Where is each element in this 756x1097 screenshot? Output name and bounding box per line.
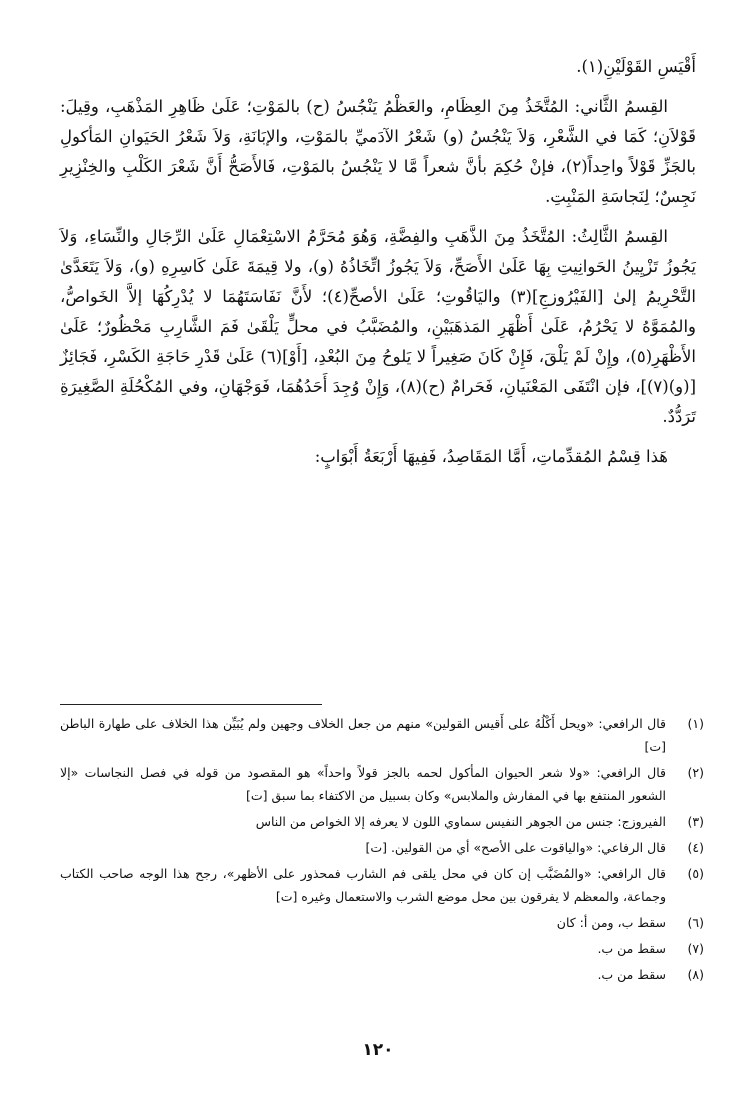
footnote-8 — [60, 963, 704, 986]
page-number: ١٢٠ — [362, 1040, 394, 1060]
footnote-number: (٨) — [687, 967, 704, 982]
footnote-number: (٧) — [687, 941, 704, 956]
footnote-text: الفيروزج: جنس من الجوهر النفيس سماوي اللون لا يعرفه إلا الخواص من الناس — [255, 814, 666, 829]
footnote-text: قال الرافعي: «ويحل أَكْلُهُ على أَقيس القولين» منهم من جعل الخلاف وجهين ولم يُبَيِّن هذا الخلاف على طهارة الباطن [ت] — [60, 716, 666, 754]
footnote-text: قال الرافعي: «والمُضَبَّب إن كان في محل يلقى فم الشارب فمحذور على الأظهر»، رجح هذا الوجه صاحب الكتاب وجماعة، والمعظم لا يفرقون بين محل موضع الشرب والاستعمال وغيره [ت] — [60, 866, 666, 904]
footnote-5 — [60, 862, 704, 908]
footnote-3 — [60, 810, 704, 833]
footnote-number: (٢) — [687, 765, 704, 780]
footnote-number: (١) — [687, 716, 704, 731]
paragraph-opening: أَقْيَسِ القَوْلَيْنِ(١). — [576, 57, 696, 76]
footnote-text: قال الرفاعي: «والياقوت على الأصح» أي من القولين. [ت] — [365, 840, 666, 855]
footnote-number: (٦) — [687, 915, 704, 930]
footnote-text: سقط ب، ومن أ: كان — [556, 915, 666, 930]
footnote-number: (٤) — [687, 840, 704, 855]
footnote-number: (٣) — [687, 814, 704, 829]
paragraph-conclusion: هَذا قِسْمُ المُقدِّماتِ، أَمَّا المَقَاصِدُ، فَفِيهَا أَرْبَعَةُ أَبْوَابٍ: — [314, 447, 668, 466]
footnote-number: (٥) — [687, 866, 704, 881]
footnote-2 — [60, 761, 704, 807]
footnote-7 — [60, 937, 704, 960]
footnote-divider — [60, 704, 322, 705]
footnote-6 — [60, 911, 704, 934]
footnotes — [60, 712, 704, 989]
paragraph-third-section: القِسمُ الثَّالِثُ: المُتَّخَذُ مِنَ الذَّهَبِ والفِضَّةِ، وَهُوَ مُحَرَّمُ الاسْتِعْمَالِ عَلَىٰ الرِّجَالِ والنِّسَاءِ، وَلاَ يَجُوزُ تَزْيِينُ الحَوانِيتِ بِهَا عَلَىٰ الأَصَحِّ، وَلاَ يَجُوزُ اتِّخَاذُهُ (و)، ولا قِيمَةَ عَلَىٰ كَاسِرِهِ (و)، وَلاَ يَتَعَدَّىٰ التَّحْرِيمُ إلىٰ [الفَيْرُوزجِ](٣) واليَاقُوتِ؛ عَلَىٰ الأصحِّ(٤)؛ لأَنَّ نَفَاسَتَهُمَا لا يُدْرِكُهَا إلاَّ الخَواصُّ، والمُمَوَّهُ لا يَحْرُمُ، عَلَىٰ أَظْهَرِ المَذهَبَيْنِ، والمُضَبَّبُ في محلٍّ يَلْقَىٰ فَمَ الشَّارِبِ مَحْظُورٌ؛ عَلَىٰ الأَظْهَرِ(٥)، وإِنْ لَمْ يَلْقَ، فَإِنْ كَانَ صَغِيراً لا يَلوحُ مِنَ البُعْدِ، [أَوْ](٦) عَلَىٰ قَدْرِ حَاجَةِ الكَسْرِ، فَجَائِزٌ [(و)(٧)]، فإن انْتَفَى المَعْنَيانِ، فَحَرامٌ (ح)(٨)، وَإِنْ وُجِدَ أَحَدُهُمَا، فَوَجْهَانِ، وفي المُكْحُلَةِ الصَّغِيرَةِ تَرَدُّدٌ. — [60, 227, 697, 426]
footnote-4 — [60, 836, 704, 859]
footnote-text: قال الرافعي: «ولا شعر الحيوان المأكول لحمه بالجز قولاً واحداً» هو المقصود من قوله في فصل النجاسات «إلا الشعور المنتفع بها في المفارش والملابس» وكان بسبيل من الاكتفاء بما سبق [ت] — [60, 765, 666, 803]
main-text — [60, 52, 696, 482]
footnote-text: سقط من ب. — [597, 941, 666, 956]
footnote-text: سقط من ب. — [597, 967, 666, 982]
footnote-1 — [60, 712, 704, 758]
paragraph-second-section: القِسمُ الثَّاني: المُتَّخَذُ مِنَ العِظَامِ، والعَظْمُ يَنْجُسُ (ح) بالمَوْتِ؛ عَلَىٰ ظَاهِرِ المَذْهَبِ، وقِيلَ: قَوْلاَنِ؛ كَمَا في الشَّعْرِ، وَلاَ يَنْجُسُ (و) شَعْرُ الآدَميِّ بالمَوْتِ، والإبَانَةِ، وَلاَ شَعْرُ الحَيَوانِ المَأكولِ بالجَزِّ قَوْلاً واحِداً(٢)، فإنْ حُكِمَ بأنَّ شعراً مَّا لا يَنْجُسُ بالمَوْتِ، فَالأَصَحُّ أَنَّ شَعْرَ الكَلْبِ والخِنْزِيرِ نَجِسٌ؛ لِنَجاسَةِ المَنْبِتِ. — [60, 97, 696, 206]
